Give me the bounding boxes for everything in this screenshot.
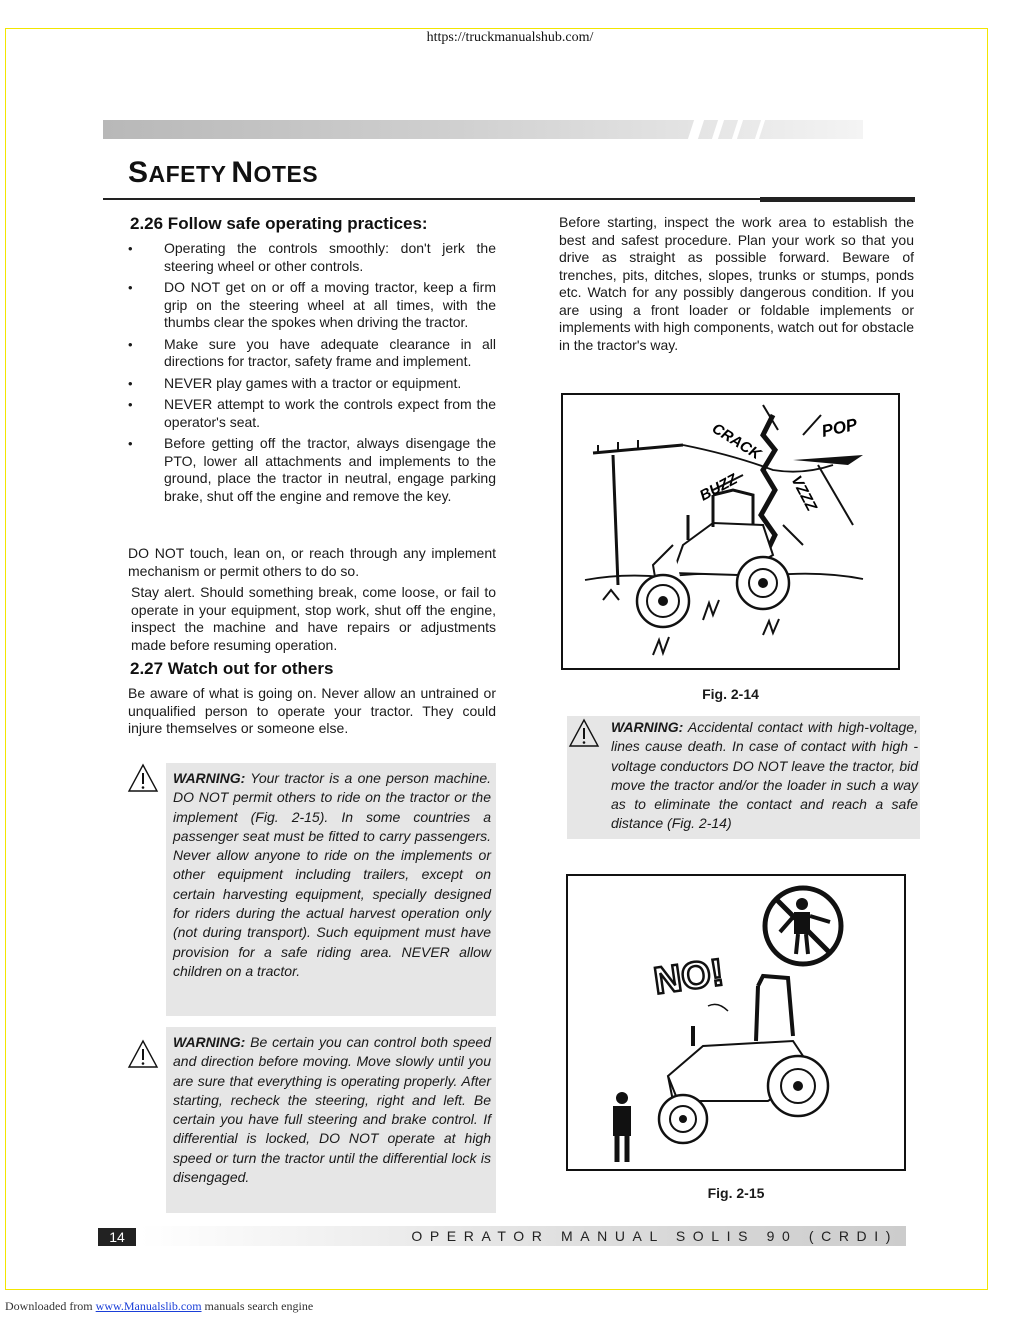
download-suffix: manuals search engine [201,1299,314,1313]
sound-word: BUZZ [696,470,741,505]
no-riders-illustration [568,876,904,1169]
paragraph-do-not-touch: DO NOT touch, lean on, or reach through any implement mechanism or permit others to do so. [128,545,496,579]
figure-2-14 [561,393,900,670]
list-item: • Operating the controls smoothly: don't jerk the steering wheel or other controls. [128,240,496,275]
band-stripe [755,120,765,139]
warning-body: Your tractor is a one person machine. DO NOT permit others to ride on the tractor or the implement (Fig. 2-15). In some countries a passenger seat must be fitted to carry passengers. Never allow anyone to ride on the implements or other equipment including trailers, except on certain harvesting equipment, specially designed for riders during the actual harvest operation only (not during transport). Such equipment must have provision for a safe riding area. NEVER allow children on a tractor. [173,770,491,979]
sound-word: VZZZ [787,472,821,514]
warning-text [173,1033,491,1187]
paragraph-before-starting: Before starting, inspect the work area to establish the best and safest procedure. Plan your work so that you drive as straight as possible forward. Beware of trenches, pits, ditches, slopes, trunks or stumps, ponds etc. Watch for any possibly dangerous condition. If you are using a front loader or foldable implements or implements with high components, watch out for obstacle in the tractor's way. [559,214,914,353]
band-stripe [732,120,743,139]
warning-triangle-icon [568,718,600,748]
list-item: • DO NOT get on or off a moving tractor, keep a firm grip on the steering wheel at all times, with the thumbs clear the spokes when driving the tractor. [128,279,496,332]
figure-caption: Fig. 2-15 [707,1185,765,1201]
no-word: NO! [651,951,727,1003]
title-initial: S [128,156,149,189]
warning-body: Accidental contact with high-voltage, lines cause death. In case of contact with high -voltage conductors DO NOT leave the tractor, bid move the tractor and/or the loader in such a way as to eliminate the contact and reach a safe distance (Fig. 2-14) [611,719,918,832]
sound-word: CRACK [708,419,764,464]
list-item: • Make sure you have adequate clearance in all directions for tractor, safety frame and implement. [128,336,496,371]
section-heading-2-27: 2.27 Watch out for others [130,659,334,678]
warning-triangle-icon [127,763,159,793]
manual-title: OPERATOR MANUAL SOLIS 90 (CRDI) [411,1228,898,1244]
warning-box-control [166,1027,496,1213]
warning-body: Be certain you can control both speed and direction before moving. Move slowly until you are sure that everything is operating properly. After starting, recheck the steering, right and left. Be certain you have full steering and brake control. If differential is locked, DO NOT operate at high speed or turn the tractor until the differential lock is disengaged. [173,1034,491,1186]
list-item: • Before getting off the tractor, always disengage the PTO, lower all attachments and implements to the ground, place the tractor in neutral, engage parking brake, shut off the engine and remove the key. [128,435,496,505]
paragraph-be-aware: Be aware of what is going on. Never allow an untrained or unqualified person to operate your tractor. They could injure themselves or someone else. [128,685,496,736]
power-line-tractor-illustration [563,395,898,668]
title-word-rest: OTES [253,161,319,187]
warning-text [173,769,491,981]
warning-label: WARNING: [173,1034,246,1050]
source-url[interactable]: https://truckmanualshub.com/ [426,30,594,45]
figure-2-15 [566,874,906,1171]
list-item: • NEVER attempt to work the controls expect from the operator's seat. [128,396,496,431]
warning-box-high-voltage [567,716,920,839]
warning-triangle-icon [127,1039,159,1069]
section-heading-2-26: 2.26 Follow safe operating practices: [130,214,428,233]
sound-word: POP [819,414,859,441]
warning-label: WARNING: [173,770,246,786]
figure-caption: Fig. 2-14 [702,686,759,702]
header-band [103,120,863,139]
band-stripe [688,120,704,139]
warning-text [611,718,918,834]
page-title [128,156,318,190]
list-item: • NEVER play games with a tractor or equipment. [128,375,496,393]
bullet-list [128,240,496,509]
title-initial: N [231,156,254,189]
download-prefix: Downloaded from [5,1299,96,1313]
page-number: 14 [98,1228,136,1246]
warning-label: WARNING: [611,719,684,735]
manualslib-link[interactable]: www.Manualslib.com [95,1299,202,1313]
title-word-rest: AFETY [148,161,227,187]
paragraph-stay-alert: Stay alert. Should something break, come loose, or fail to operate in your equipment, stop work, shut off the engine, inspect the machine and have repairs or adjustments made before resuming operation. [131,584,496,653]
download-notice [5,1299,313,1314]
title-rule-accent [760,197,915,202]
band-stripe [712,120,724,139]
warning-box-riders [166,763,496,1016]
